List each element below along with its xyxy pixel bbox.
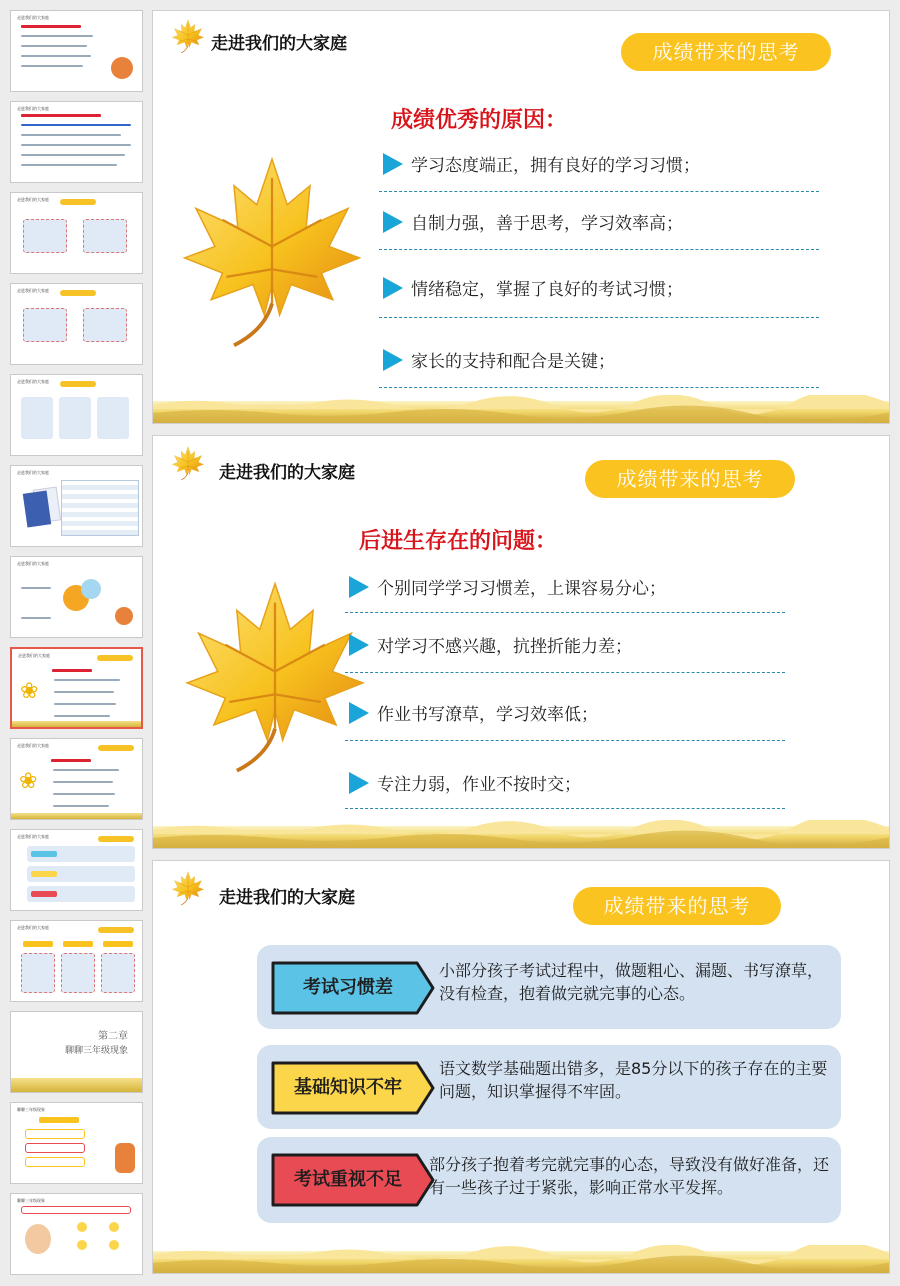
row-description: 语文数学基础题出错多，是85分以下的孩子存在的主要问题，知识掌握得不牢固。 — [439, 1059, 828, 1101]
analysis-row — [257, 1045, 841, 1129]
triangle-bullet-icon — [383, 349, 403, 371]
analysis-row — [257, 1137, 841, 1223]
maple-leaf-illustration-icon — [175, 576, 375, 786]
triangle-bullet-icon — [349, 772, 369, 794]
category-tag: 基础知识不牢 — [269, 1059, 437, 1117]
dashed-divider — [345, 740, 785, 741]
row-description: 小部分孩子考试过程中，做题粗心、漏题、书写潦草，没有检查，抱着做完就完事的心态。 — [439, 961, 824, 1003]
dashed-divider — [345, 672, 785, 673]
row-description: 部分孩子抱着考完就完事的心态，导致没有做好准备，还有一些孩子过于紧张，影响正常水平发挥。 — [429, 1155, 830, 1197]
slide-thumbnail-8[interactable]: 走进我们的大家庭 ❀ — [10, 647, 143, 729]
triangle-bullet-icon — [383, 277, 403, 299]
grass-field-decoration — [153, 395, 890, 423]
grass-field-decoration — [153, 820, 890, 848]
slide-thumbnail-12[interactable]: 第二章 聊聊三年级现象 — [10, 1011, 143, 1093]
slide-title: 走进我们的大家庭 — [219, 463, 355, 483]
dashed-divider — [379, 191, 819, 192]
analysis-row — [257, 945, 841, 1029]
dashed-divider — [379, 387, 819, 388]
dashed-divider — [379, 317, 819, 318]
section-heading: 成绩优秀的原因： — [391, 108, 568, 133]
category-tag: 考试重视不足 — [269, 1151, 437, 1209]
section-pill: 成绩带来的思考 — [621, 33, 831, 71]
slide-thumbnail-panel — [0, 0, 148, 1286]
slide-thumbnail-4[interactable]: 走进我们的大家庭 — [10, 283, 143, 365]
slide-title: 走进我们的大家庭 — [219, 888, 355, 908]
slide-3[interactable] — [152, 860, 890, 1274]
slide-thumbnail-5[interactable]: 走进我们的大家庭 — [10, 374, 143, 456]
slide-thumbnail-10[interactable]: 走进我们的大家庭 — [10, 829, 143, 911]
slide-thumbnail-6[interactable]: 走进我们的大家庭 — [10, 465, 143, 547]
triangle-bullet-icon — [383, 211, 403, 233]
category-tag: 考试习惯差 — [269, 959, 437, 1017]
dashed-divider — [345, 808, 785, 809]
grass-field-decoration — [153, 1245, 890, 1273]
slide-title: 走进我们的大家庭 — [211, 34, 347, 54]
section-pill: 成绩带来的思考 — [573, 887, 781, 925]
slide-1[interactable]: 走进我们的大家庭 成绩带来的思考 成绩优秀的原因： 学习态度端正，拥有良好的学习习惯； 自制力强，善于思考，学习效率高； 情绪稳定，掌握了良好的考试习惯； 家长的支持和配合是关键； — [152, 10, 890, 424]
maple-leaf-logo-icon — [171, 444, 205, 484]
slide-thumbnail-14[interactable]: 聊聊三年级现象 — [10, 1193, 143, 1275]
triangle-bullet-icon — [383, 153, 403, 175]
section-pill: 成绩带来的思考 — [585, 460, 795, 498]
slide-thumbnail-7[interactable]: 走进我们的大家庭 — [10, 556, 143, 638]
slide-thumbnail-9[interactable]: 走进我们的大家庭 ❀ — [10, 738, 143, 820]
slide-2[interactable]: 走进我们的大家庭 成绩带来的思考 后进生存在的问题： 个别同学学习习惯差，上课容易分心； 对学习不感兴趣，抗挫折能力差； 作业书写潦草，学习效率低； 专注力弱，作业不按时交； — [152, 435, 890, 849]
maple-leaf-logo-icon — [171, 869, 205, 909]
maple-leaf-logo-icon — [171, 17, 205, 57]
slide-thumbnail-13[interactable]: 聊聊三年级现象 — [10, 1102, 143, 1184]
maple-leaf-illustration-icon — [177, 151, 367, 361]
triangle-bullet-icon — [349, 576, 369, 598]
slide-thumbnail-11[interactable]: 走进我们的大家庭 — [10, 920, 143, 1002]
dashed-divider — [379, 249, 819, 250]
triangle-bullet-icon — [349, 634, 369, 656]
slide-thumbnail-2[interactable]: 走进我们的大家庭 — [10, 101, 143, 183]
dashed-divider — [345, 612, 785, 613]
triangle-bullet-icon — [349, 702, 369, 724]
slide-thumbnail-3[interactable]: 走进我们的大家庭 — [10, 192, 143, 274]
section-heading: 后进生存在的问题： — [359, 529, 558, 554]
slide-thumbnail-1[interactable]: 走进我们的大家庭 — [10, 10, 143, 92]
